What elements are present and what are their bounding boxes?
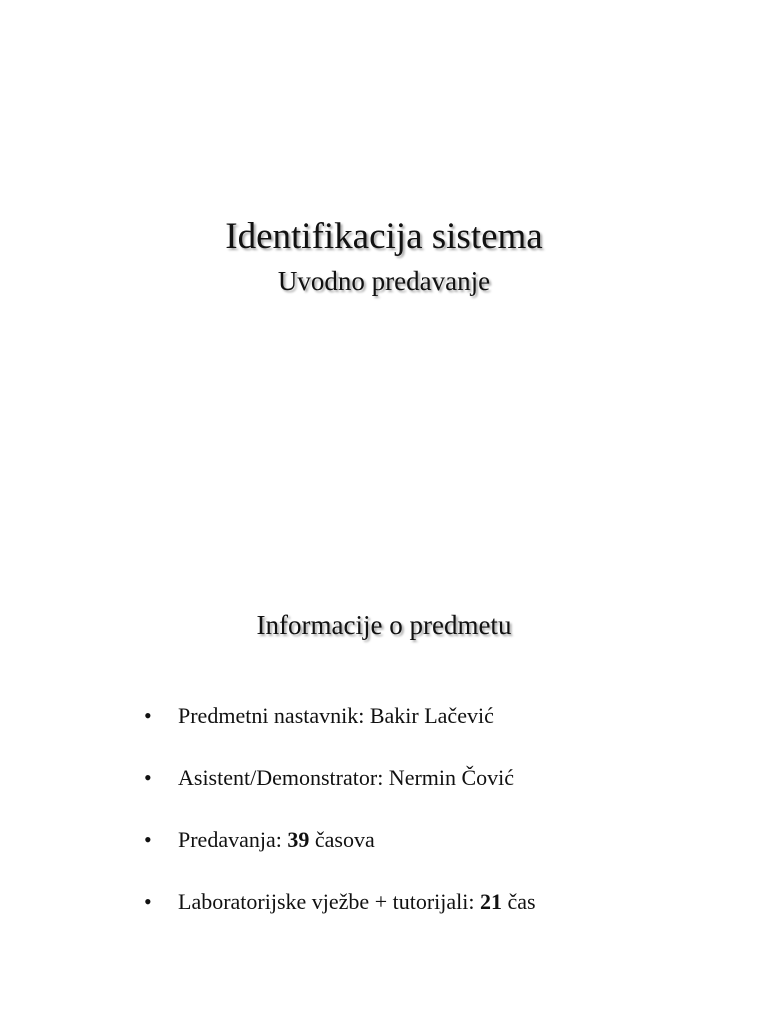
- course-info-slide: [0, 512, 768, 1024]
- presentation-title: Identifikacija sistema: [225, 216, 543, 257]
- lectures-unit: časova: [309, 827, 375, 852]
- presentation-subtitle: Uvodno predavanje: [277, 266, 491, 296]
- labs-text: [178, 888, 536, 916]
- labs-hours: 21: [479, 889, 502, 914]
- bullet-icon: •: [144, 827, 152, 852]
- bullet-icon: •: [144, 765, 152, 790]
- bullet-icon: •: [144, 703, 152, 728]
- labs-unit: čas: [501, 889, 536, 914]
- lecturer-text: Predmetni nastavnik: Bakir Lačević: [178, 703, 494, 728]
- slide-title: Informacije o predmetu: [256, 610, 512, 640]
- labs-label: Laboratorijske vježbe + tutorijali:: [178, 889, 480, 914]
- assistant-text: Asistent/Demonstrator: Nermin Čović: [178, 765, 515, 790]
- lectures-text: [178, 826, 375, 854]
- lectures-label: Predavanja:: [178, 827, 288, 852]
- lectures-hours: 39: [287, 827, 310, 852]
- bullet-icon: •: [144, 889, 152, 914]
